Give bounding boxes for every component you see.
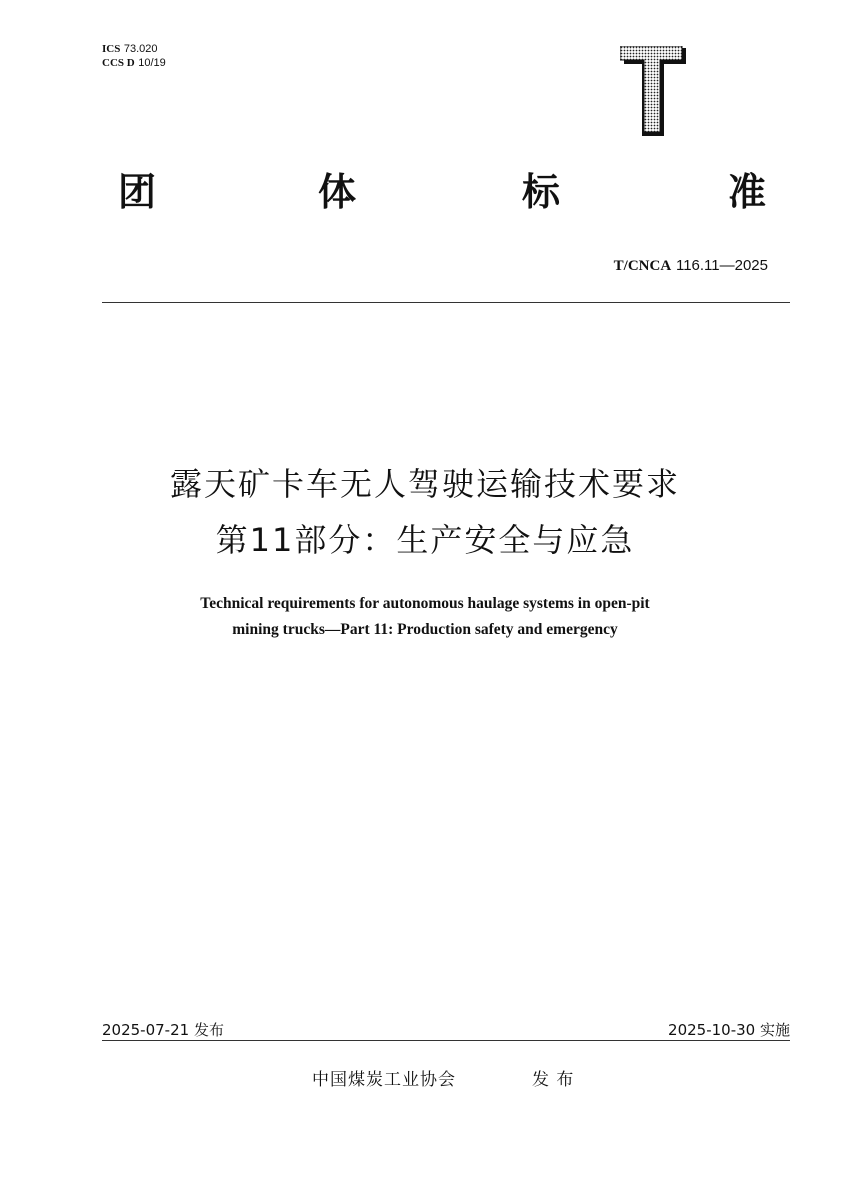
classification-codes	[102, 42, 166, 70]
title-zh-line1: 露天矿卡车无人驾驶运输技术要求	[169, 465, 680, 503]
standard-prefix: T/CNCA	[613, 258, 672, 274]
title-en-line2: mining trucks—Part 11: Production safety and emergency	[232, 621, 618, 638]
issuer-action: 发 布	[532, 1070, 575, 1090]
issuer-name: 中国煤炭工业协会	[312, 1070, 456, 1090]
ics-label: ICS	[102, 43, 121, 55]
ics-code	[102, 42, 166, 56]
category-char-1: 团	[118, 170, 157, 214]
title-zh-line2: 第11部分：生产安全与应急	[215, 521, 635, 559]
title-en-line1: Technical requirements for autonomous haulage systems in open-pit	[200, 595, 650, 612]
category-char-3: 标	[522, 170, 561, 214]
standard-number	[614, 256, 768, 275]
implement-date: 2025-10-30 实施	[668, 1021, 790, 1039]
standard-number-value: 116.11—2025	[675, 257, 768, 274]
ccs-value: 10/19	[138, 57, 166, 69]
publish-date: 2025-07-21 发布	[102, 1021, 224, 1039]
ccs-code	[102, 56, 166, 70]
category-char-4: 准	[728, 170, 767, 214]
header-divider	[102, 302, 790, 303]
ics-value: 73.020	[123, 43, 158, 55]
t-standard-logo-icon	[620, 46, 686, 138]
footer-divider	[102, 1040, 790, 1041]
ccs-label: CCS D	[102, 57, 135, 69]
category-char-2: 体	[318, 170, 357, 214]
